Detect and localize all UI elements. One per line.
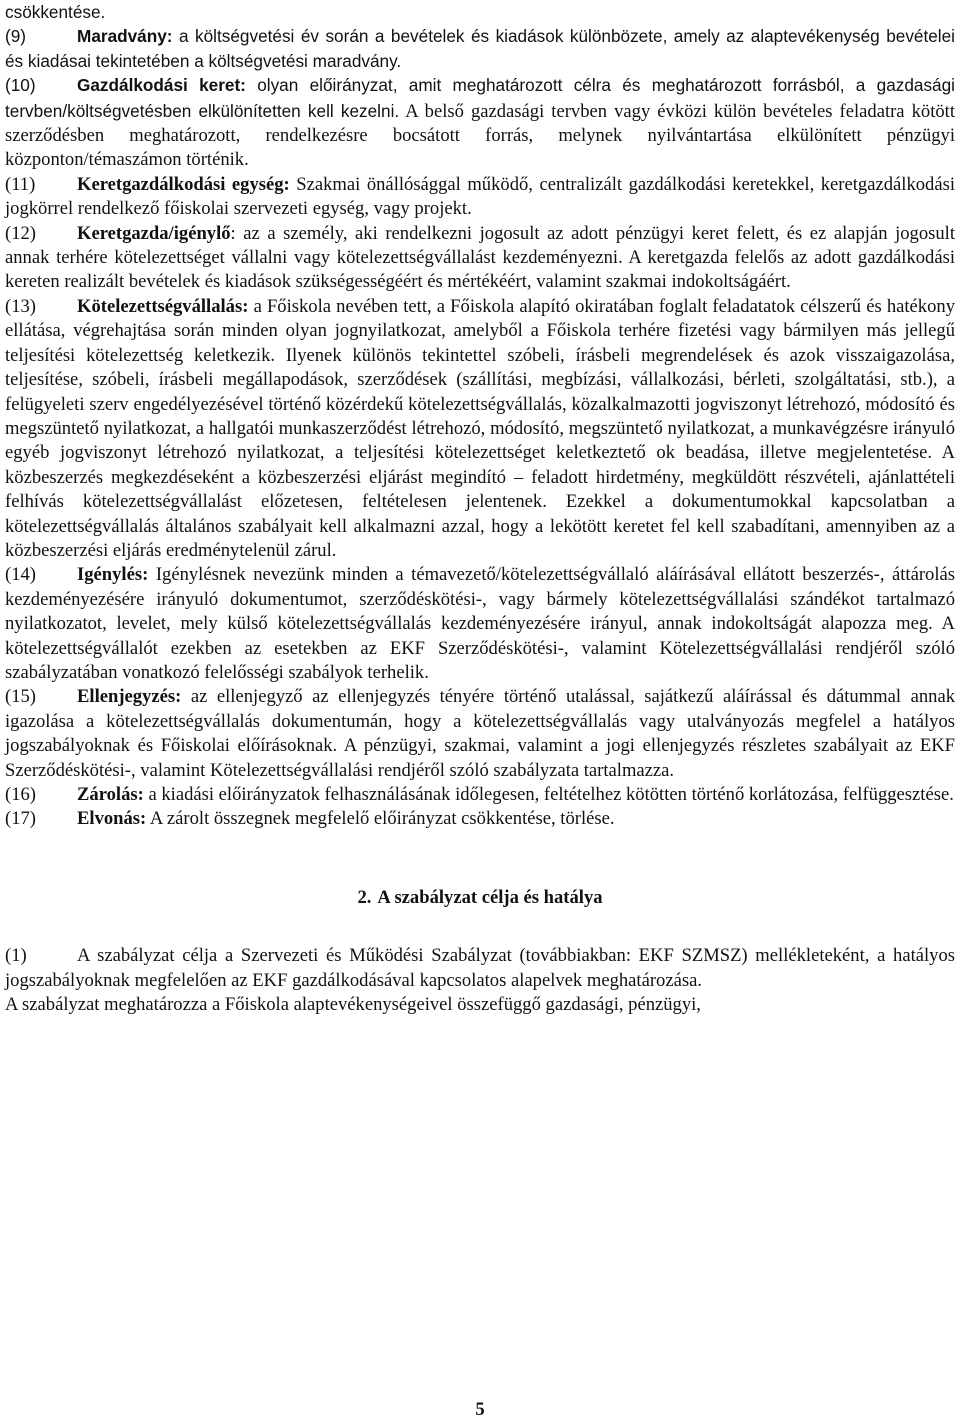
item-number: (15) <box>5 686 36 708</box>
section-number: 2. <box>357 886 372 908</box>
item-term: Zárolás: <box>77 784 144 805</box>
section-paragraph-1 <box>5 944 955 993</box>
item-text: a költségvetési év során a bevételek és kiadások különbözete, amely az alaptevékenység bevételei és kiadásai tekintetében a költségvetési maradvány. <box>5 26 955 71</box>
page-number: 5 <box>475 1399 485 1420</box>
item-term: Kötelezettségvállalás: <box>77 295 249 317</box>
definition-item-10 <box>5 73 955 173</box>
item-text: Szakmai önállósággal működő, centralizált gazdálkodási keretekkel, keretgazdálkodási jogkörrel rendelkező főiskolai szervezeti egység, vagy projekt. <box>5 173 955 220</box>
item-text: : az a személy, aki rendelkezni jogosult az adott pénzügyi keret felett, és ez alapján jogosult annak terhére kötelezettséget vállalni vagy kötelezettségvállalást kezdeményezni. A keretgazda felelős az adott gazdálkodási kereten realizált bevételek és kiadások szükségességéért és mértékéért, valamint szakmai indokoltságáért. <box>5 222 955 293</box>
item-term: Gazdálkodási keret: <box>77 75 246 96</box>
item-number: (10) <box>5 75 36 96</box>
item-term: Keretgazdálkodási egység: <box>77 173 290 195</box>
item-number: (14) <box>5 564 36 586</box>
item-text: az ellenjegyző az ellenjegyzés tényére történő utalással, sajátkezű aláírással és dátummal annak igazolása a kötelezettségvállalás dokumentumán, hogy a kötelezettségvállalás vagy utalványozás megfelel a hatályos jogszabályoknak és Főiskolai előírásoknak. A pénzügyi, szakmai, valamint a jogi ellenjegyzés részletes szabályait az EKF Szerződéskötési-, valamint Kötelezettségvállalási rendjéről szóló szabályzata tartalmazza. <box>5 686 955 781</box>
item-number: (17) <box>5 808 36 830</box>
item-text: A zárolt összegnek megfelelő előirányzat csökkentése, törlése. <box>146 808 615 830</box>
definition-item-13 <box>5 295 955 563</box>
item-term: Ellenjegyzés: <box>77 686 182 708</box>
definition-item-9 <box>5 24 955 73</box>
section-title: A szabályzat célja és hatálya <box>377 886 603 908</box>
section-heading <box>5 886 955 910</box>
definition-item-14 <box>5 563 955 685</box>
definition-item-16 <box>5 783 955 807</box>
definition-item-11 <box>5 173 955 222</box>
item-number: (13) <box>5 295 36 317</box>
item-number: (11) <box>5 173 36 195</box>
paragraph-text: A szabályzat célja a Szervezeti és Működési Szabályzat (továbbiakban: EKF SZMSZ) mellékleteként, a hatályos jogszabályoknak megfelelően az EKF gazdálkodásával kapcsolatos alapelvek meghatározása. <box>5 945 955 991</box>
item-text: Igénylésnek nevezünk minden a témavezető/kötelezettségvállaló aláírásával ellátott beszerzés-, áttárolás kezdeményezésére irányuló dokumentumot, szerződéskötési-, vagy bármely kötelezettségvállalási szándékot tartalmazó nyilatkozatot, levelet, mely külső kötelezettségvállalás kezdeményezésére irányul, annak indokoltságát alapozza meg. A kötelezettségvállalót ezekben az esetekben az EKF Szerződéskötési-, valamint Kötelezettségvállalási rendjéről szóló szabályzatában vonatkozó felelősségi szabályok terhelik. <box>5 564 955 683</box>
item-text: a Főiskola nevében tett, a Főiskola alapító okiratában foglalt feladatatok célszerű és hatékony ellátása, végrehajtása során minden olyan jognyilatkozat, amelyből a Főiskola terhére fizetési vagy bármilyen más jellegű teljesítési kötelezettség keletkezik. Ilyenek különös tekintettel szóbeli, írásbeli megrendelések és azok visszaigazolása, teljesítése, szóbeli, írásbeli megállapodások, szerződések (szállítási, megbízási, vállalkozási, bérleti, szolgáltatási, stb.), a felügyeleti szerv engedélyezésével történő közérdekű kötelezettségvállalás, közalkalmazotti jogviszonyt létrehozó, módosító és megszüntető nyilatkozat, a hallgatói munkaszerződést létrehozó, módosító, megszüntető nyilatkozat, a munkavégzésre irányuló egyéb jogviszonyt létrehozó nyilatkozat, a teljesítési kötelezettséget keletkeztető ok beadása, illetve megjelentetése. A közbeszerzés megkezdéseként a közbeszerzési eljárást megindító – feladott hirdetmény, megküldött részvételi, ajánlattételi felhívás kötelezettségvállalást előzetesen, feltételesen jelentenek. Ezekkel a dokumentumokkal kapcsolatban a kötelezettségvállalás általános szabályait kell alkalmazni azzal, hogy a lekötött keretet fel kell szabadítani, amennyiben az a közbeszerzési eljárás eredménytelenül zárul. <box>5 295 955 561</box>
item-term: Maradvány: <box>77 26 173 47</box>
item-term: Igénylés: <box>77 564 149 586</box>
definition-item-12 <box>5 222 955 295</box>
item-number: (9) <box>5 26 27 47</box>
definition-item-17 <box>5 807 955 831</box>
item-text-continued: A belső gazdasági tervben vagy évközi külön bevételes feladatra kötött szerződésben meghatározott, rendelkezésre bocsátott forrás, melynek nyilvántartása elkülönített pénzügyi központon/témaszámon történik. <box>5 100 955 171</box>
item-term: Keretgazda/igénylő <box>77 222 231 244</box>
item-number: (12) <box>5 222 36 244</box>
top-fragment: csökkentése. <box>5 2 106 22</box>
definition-item-15 <box>5 685 955 783</box>
paragraph-number: (1) <box>5 945 27 967</box>
paragraph-text: A szabályzat meghatározza a Főiskola alaptevékenységeivel összefüggő gazdasági, pénzügyi, <box>5 994 701 1016</box>
item-text: olyan előirányzat, amit meghatározott célra és meghatározott forrásból, a gazdasági tervben/költségvetésben elkülönítetten kell kezelni. <box>5 75 955 121</box>
item-text: a kiadási előirányzatok felhasználásának időlegesen, feltételhez kötötten történő korlátozása, felfüggesztése. <box>143 784 954 805</box>
item-term: Elvonás: <box>77 808 147 830</box>
item-number: (16) <box>5 784 36 805</box>
section-paragraph-2 <box>5 993 955 1017</box>
